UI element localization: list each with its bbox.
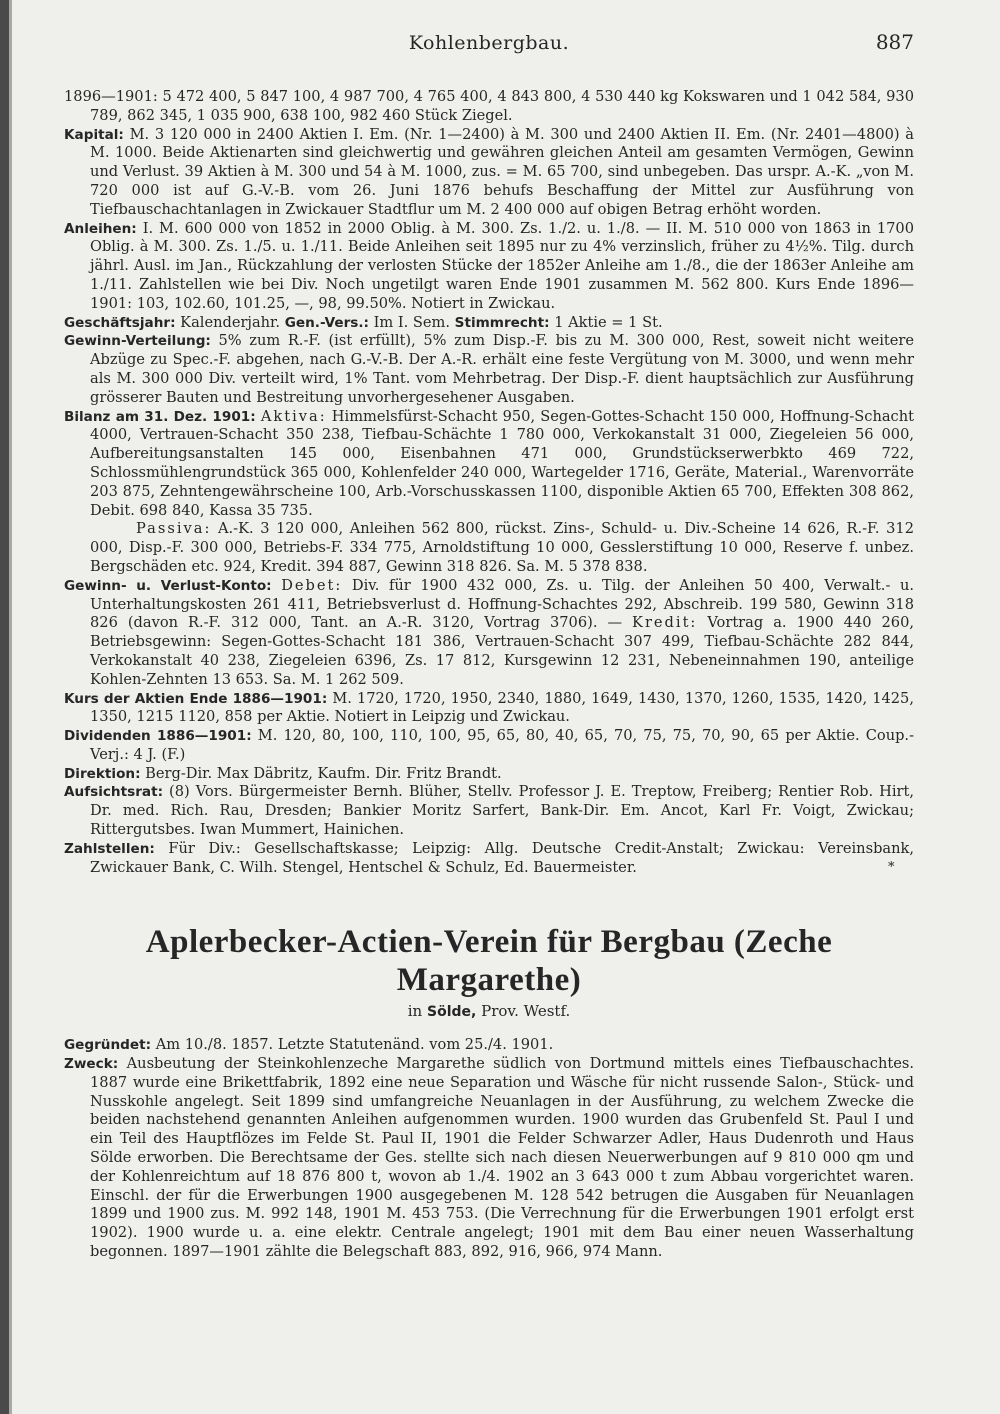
kredit-label: Kredit:: [632, 614, 698, 632]
kapital-entry: [64, 126, 914, 220]
debet-text: Div. für 1900 432 000, Zs. u. Tilg. der Anleihen 50 400, Verwalt.- u. Unterhaltungskosten 261 411, Betriebsverlust d. Hoffnung-Schachtes 292, Abschreib. 199 580, Gewinn 318 826 (davon R.-F. 312 000, Tant. an A.-R. 3120, Vortrag 3706).: [90, 576, 914, 632]
company-title: Aplerbecker-Actien-Verein für Bergbau (Zeche Margarethe): [145, 924, 833, 999]
geschaeftsjahr-label: Geschäftsjahr:: [64, 314, 176, 331]
gewinnverteilung-text: 5% zum R.-F. (ist erfüllt), 5% zum Disp.-F. bis zu M. 300 000, Rest, soweit nicht weitere Abzüge zu Spec.-F. abgehen, nach G.-V.-B. Der A.-R. erhält eine feste Vergütung von M. 3000, und wenn mehr als M. 300 000 Div. verteilt wird, 1% Tant. vom Mehrbetrag. Der Disp.-F. dient hauptsächlich zur Ausführung grösserer Bauten und Bestreitung unvorhergesehener Ausgaben.: [90, 332, 914, 406]
kredit-text: Vortrag a. 1900 440 260, Betriebsgewinn: Segen-Gottes-Schacht 181 386, Vertrauen-Schacht 307 499, Tiefbau-Schächte 282 844, Verkokanstalt 40 238, Ziegeleien 6396, Zs. 17 812, Kursgewinn 12 231, Nebeneinnahmen 190, anteilige Kohlen-Zehnten 13 653. Sa. M. 1 262 509.: [90, 614, 914, 688]
geschaeftsjahr-text: Kalenderjahr.: [180, 313, 281, 331]
kurs-text: M. 1720, 1720, 1950, 2340, 1880, 1649, 1430, 1370, 1260, 1535, 1420, 1425, 1350, 1215 1120, 858 per Aktie. Notiert in Leipzig und Zwickau.: [90, 689, 914, 726]
guv-entry: Gewinn- u. Verlust-Konto: Debet: Div. für 1900 432 000, Zs. u. Tilg. der Anleihen 50 400, Verwalt.- u. Unterhaltungskosten 261 411, Betriebsverlust d. Hoffnung-Schachtes 292, Abschreib. 199 580, Gewinn 318 826 (davon R.-F. 312 000, Tant. an A.-R. 3120, Vortrag 3706). — Kredit: Vortrag a. 1900 440 260, Betriebsgewinn: Segen-Gottes-Schacht 181 386, Vertrauen-Schacht 307 499, Tiefbau-Schächte 282 844, Verkokanstalt 40 238, Ziegeleien 6396, Zs. 17 812, Kursgewinn 12 231, Nebeneinnahmen 190, anteilige Kohlen-Zehnten 13 653. Sa. M. 1 262 509.: [64, 576, 914, 688]
dividenden-text: M. 120, 80, 100, 110, 100, 95, 65, 80, 40, 65, 70, 75, 75, 70, 90, 65 per Aktie. Coup.-Verj.: 4 J. (F.): [90, 727, 914, 763]
passiva-label: Passiva:: [136, 520, 212, 538]
aktiva-text: Himmelsfürst-Schacht 950, Segen-Gottes-Schacht 150 000, Hoffnung-Schacht 4000, Vertrauen-Schacht 350 238, Tiefbau-Schächte 1 780 000, Verkokanstalt 31 000, Ziegeleien 56 000, Aufbereitungsanstalten 145 000, Eisenbahnen 471 000, Grundstückserwerbkto 469 722, Schlossmühlengrundstück 365 000, Kohlenfelder 240 000, Wartegelder 1716, Geräte, Material., Warenvorräte 203 875, Zehntengewährscheine 100, Arb.-Vorschusskassen 1100, disponible Aktien 65 700, Effekten 308 862, Debit. 698 840, Kassa 35 735.: [90, 407, 914, 519]
production-text: 1896—1901: 5 472 400, 5 847 100, 4 987 700, 4 765 400, 4 843 800, 4 530 440 kg Kokswaren und 1 042 584, 930 789, 862 345, 1 035 900, 638 100, 982 460 Stück Ziegel.: [64, 88, 914, 124]
anleihen-entry: [64, 220, 914, 314]
kapital-label: Kapital:: [64, 126, 124, 143]
dividenden-entry: [64, 727, 914, 765]
zweck-entry: [64, 1055, 914, 1262]
running-head: Kohlenbergbau.: [408, 32, 570, 54]
guv-label: Gewinn- u. Verlust-Konto:: [64, 577, 272, 594]
zweck-label: Zweck:: [64, 1056, 119, 1073]
zweck-text: Ausbeutung der Steinkohlenzeche Margarethe südlich von Dortmund mittels eines Tiefbauschachtes. 1887 wurde eine Brikettfabrik, 1892 eine neue Separation und Wäsche für nicht russende Salon-, Stück- und Nusskohle angelegt. Seit 1899 sind umfangreiche Neuanlagen in der Ausführung, zu welchem Zwecke die beiden nachstehend genannten Anleihen aufgenommen wurden. 1900 wurden das Grubenfeld St. Paul I und ein Teil des Hauptflözes im Felde St. Paul II, 1901 die Felder Schwarzer Adler, Haus Dudenroth und Haus Sölde erworben. Die Berechtsame der Ges. stellte sich nach diesen Neuerwerbungen auf 9 810 000 qm und der Kohlenreichtum auf 18 876 800 t, wovon ab 1./4. 1902 an 3 643 000 t zum Abbau vorgerichtet waren. Einschl. der für die Erwerbungen 1900 ausgegebenen M. 128 542 betrugen die Ausgaben für Neuanlagen 1899 und 1900 zus. M. 992 148, 1901 M. 453 753. (Die Verrechnung für die Erwerbungen 1901 erfolgt erst 1902). 1900 wurde u. a. eine elektr. Centrale angelegt; 1901 mit dem Bau einer neuen Wasserhaltung begonnen. 1897—1901 zählte die Belegschaft 883, 892, 916, 966, 974 Mann.: [90, 1055, 914, 1261]
company-location: [64, 1002, 914, 1022]
page-content: [64, 88, 914, 1262]
gegruendet-text: Am 10./8. 1857. Letzte Statutenänd. vom 25./4. 1901.: [155, 1036, 554, 1054]
anleihen-text: I. M. 600 000 von 1852 in 2000 Oblig. à M. 300. Zs. 1./2. u. 1./8. — II. M. 510 000 von 1863 in 1700 Oblig. à M. 300. Zs. 1./5. u. 1./11. Beide Anleihen seit 1895 nur zu 4% verzinslich, früher zu 4½%. Tilg. durch jährl. Ausl. im Jan., Rückzahlung der verlosten Stücke der 1852er Anleihe am 1./8., die der 1863er Anleihe am 1./11. Zahlstellen wie bei Div. Noch ungetilgt waren Ende 1901 zusammen M. 562 800. Kurs Ende 1896—1901: 103, 102.60, 101.25, —, 98, 99.50%. Notiert in Zwickau.: [90, 219, 914, 312]
scan-edge-shadow: [9, 0, 12, 1414]
location-place: Sölde,: [427, 1004, 477, 1021]
genvers-text: Im I. Sem.: [373, 313, 451, 331]
passiva-text: A.-K. 3 120 000, Anleihen 562 800, rückst. Zins-, Schuld- u. Div.-Scheine 14 626, R.-F. 312 000, Disp.-F. 300 000, Betriebs-F. 334 775, Arnoldstiftung 10 000, Gesslerstiftung 10 000, Reserve f. unbez. Bergschäden etc. 924, Kredit. 394 887, Gewinn 318 826. Sa. M. 5 378 838.: [90, 520, 914, 575]
gewinnverteilung-label: Gewinn-Verteilung:: [64, 333, 211, 350]
kapital-text: M. 3 120 000 in 2400 Aktien I. Em. (Nr. 1—2400) à M. 300 und 2400 Aktien II. Em. (Nr. 2401—4800) à M. 1000. Beide Aktienarten sind gleichwertig und gewähren gleichen Anteil am gesamten Vermögen, Gewinn und Verlust. 39 Aktien à M. 300 und 54 à M. 1000, zus. = M. 65 700, sind unbegeben. Das urspr. A.-K. „von M. 720 000 ist auf G.-V.-B. vom 26. Juni 1876 behufs Beschaffung der Mittel zur Ausführung von Tiefbauschachtanlagen in Zwickauer Stadtflur um M. 2 400 000 auf obigen Betrag erhöht worden.: [90, 125, 915, 218]
passiva-entry: [64, 520, 914, 576]
direktion-text: Berg-Dir. Max Däbritz, Kaufm. Dir. Fritz Brandt.: [145, 764, 502, 782]
kurs-label: Kurs der Aktien Ende 1886—1901:: [64, 690, 328, 707]
zahlstellen-label: Zahlstellen:: [64, 840, 155, 857]
page-header: [64, 32, 914, 62]
stimmrecht-label: Stimmrecht:: [454, 314, 550, 331]
aktiva-label: Aktiva:: [260, 407, 327, 425]
direktion-entry: [64, 765, 914, 784]
aufsichtsrat-text: (8) Vors. Bürgermeister Bernh. Blüher, Stellv. Professor J. E. Treptow, Freiberg; Rentier Rob. Hirt, Dr. med. Rich. Rau, Dresden; Bankier Moritz Sarfert, Bank-Dir. Em. Ancot, Karl Fr. Voigt, Zwickau; Rittergutsbes. Iwan Mummert, Hainichen.: [90, 783, 914, 839]
geschaeftsjahr-entry: [64, 314, 914, 333]
aufsichtsrat-label: Aufsichtsrat:: [64, 784, 163, 801]
gewinnverteilung-entry: [64, 332, 914, 407]
zahlstellen-text: Für Div.: Gesellschaftskasse; Leipzig: Allg. Deutsche Credit-Anstalt; Zwickau: Vereinsbank, Zwickauer Bank, C. Wilh. Stengel, Hentschel & Schulz, Ed. Bauermeister.: [90, 839, 914, 876]
page-number: 887: [875, 30, 914, 54]
location-prefix: in: [407, 1002, 423, 1021]
bilanz-entry: [64, 408, 914, 521]
debet-label: Debet:: [281, 576, 343, 594]
dividenden-label: Dividenden 1886—1901:: [64, 728, 252, 745]
location-suffix: Prov. Westf.: [481, 1002, 571, 1021]
bilanz-label: Bilanz am 31. Dez. 1901:: [64, 408, 256, 425]
stimmrecht-text: 1 Aktie = 1 St.: [554, 313, 663, 331]
kurs-entry: [64, 690, 914, 728]
anleihen-label: Anleihen:: [64, 220, 137, 237]
zahlstellen-entry: Zahlstellen: Für Div.: Gesellschaftskasse; Leipzig: Allg. Deutsche Credit-Anstalt; Zwickau: Vereinsbank, Zwickauer Bank, C. Wilh. Stengel, Hentschel & Schulz, Ed. Bauermeister. *: [64, 839, 914, 876]
production-paragraph: [64, 88, 914, 126]
direktion-label: Direktion:: [64, 765, 141, 782]
gegruendet-entry: [64, 1036, 914, 1055]
scan-edge: [0, 0, 9, 1414]
aufsichtsrat-entry: [64, 783, 914, 839]
gegruendet-label: Gegründet:: [64, 1037, 152, 1054]
genvers-label: Gen.-Vers.:: [284, 314, 369, 331]
